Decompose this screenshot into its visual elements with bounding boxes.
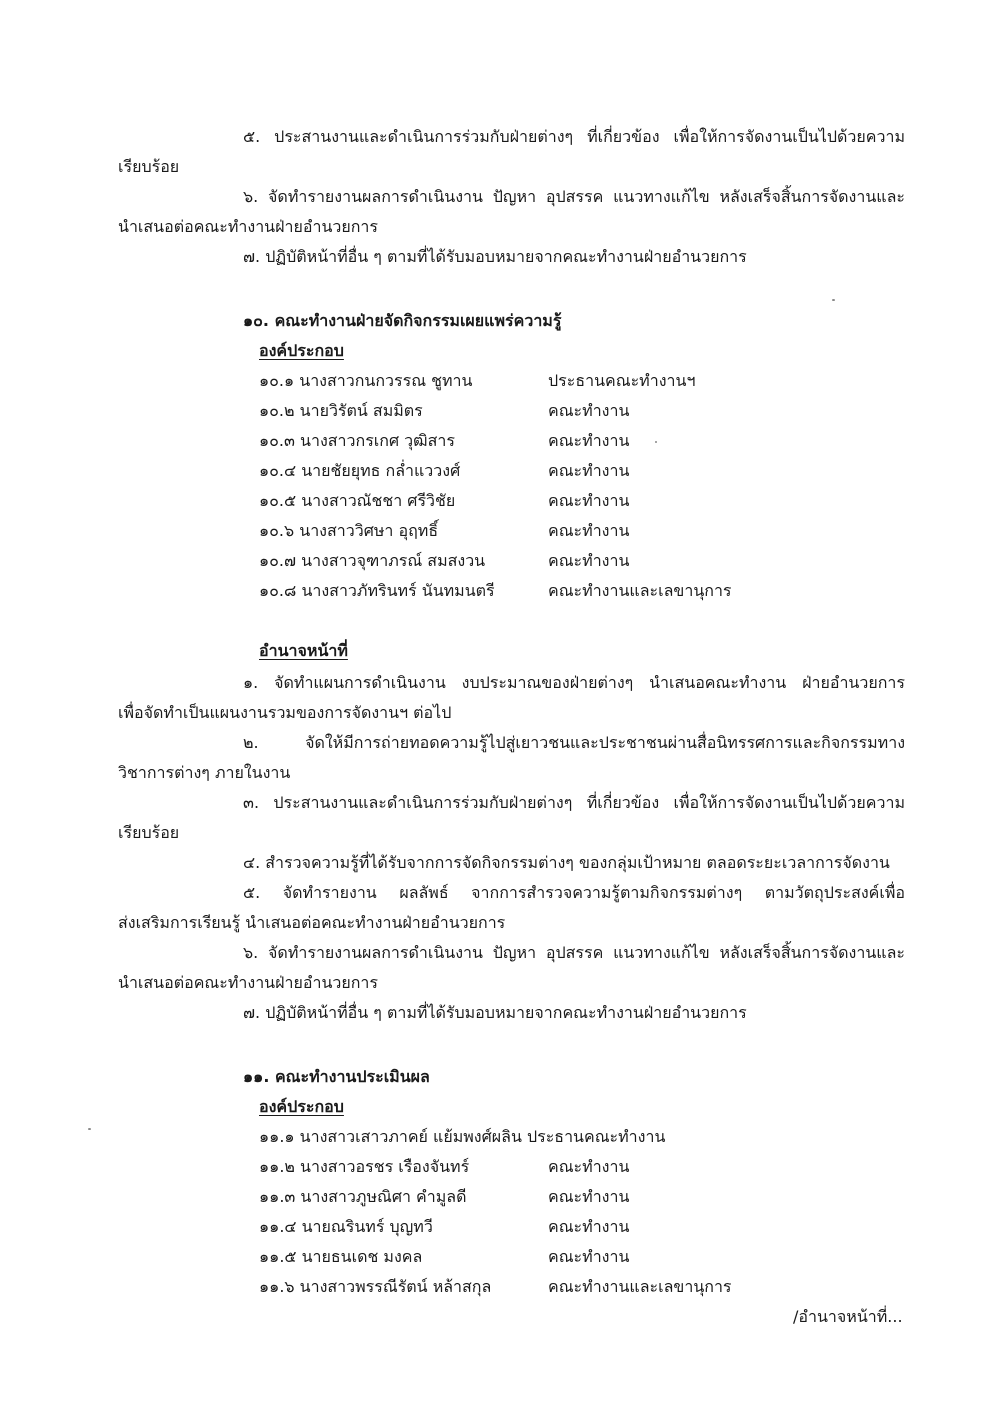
member-name: ๑๑.๖ นางสาวพรรณีรัตน์ หล้าสกุล [259,1277,492,1296]
member-role: คณะทำงาน [548,1247,630,1266]
member-role: คณะทำงาน [548,491,630,510]
member-role: คณะทำงาน [548,1217,630,1236]
member-role: คณะทำงาน [548,431,630,450]
member-role: คณะทำงาน [548,521,630,540]
member-name: ๑๐.๕ นางสาวณัชชา ศรีวิชัย [259,491,456,510]
duty-line: นำเสนอต่อคณะทำงานฝ่ายอำนวยการ [118,217,378,236]
duty-line: นำเสนอต่อคณะทำงานฝ่ายอำนวยการ [118,973,378,992]
duty-line: ๕. ประสานงานและดำเนินการร่วมกับฝ่ายต่างๆ ที่เกี่ยวข้อง เพื่อให้การจัดงานเป็นไปด้วยความ [243,127,905,146]
member-name: ๑๐.๓ นางสาวกรเกศ วุฒิสาร [259,431,455,450]
scan-speck [655,441,657,443]
member-name: ๑๑.๒ นางสาวอรชร เรืองจันทร์ [259,1157,470,1176]
duty-line: ๑. จัดทำแผนการดำเนินงาน งบประมาณของฝ่ายต่างๆ นำเสนอคณะทำงาน ฝ่ายอำนวยการ [243,673,905,692]
member-chair-line: ๑๑.๑ นางสาวเสาวภาคย์ แย้มพงศ์ผลิน ประธานคณะทำงาน [259,1127,666,1146]
member-name: ๑๐.๒ นายวิรัตน์ สมมิตร [259,401,423,420]
member-name: ๑๑.๕ นายธนเดช มงคล [259,1247,423,1266]
member-role: ประธานคณะทำงานฯ [548,371,696,390]
duty-line: เรียบร้อย [118,823,180,842]
duty-line: ๗. ปฏิบัติหน้าที่อื่น ๆ ตามที่ได้รับมอบหมายจากคณะทำงานฝ่ายอำนวยการ [243,1003,747,1022]
member-name: ๑๐.๑ นางสาวกนกวรรณ ชูทาน [259,371,473,390]
section-10-duties-label: อำนาจหน้าที่ [259,641,348,660]
member-role: คณะทำงาน [548,551,630,570]
duty-line: ๓. ประสานงานและดำเนินการร่วมกับฝ่ายต่างๆ ที่เกี่ยวข้อง เพื่อให้การจัดงานเป็นไปด้วยความ [243,793,905,812]
duty-line: ๕. จัดทำรายงาน ผลลัพธ์ จากการสำรวจความรู้ตามกิจกรรมต่างๆ ตามวัตถุประสงค์เพื่อ [243,883,905,902]
member-role: คณะทำงาน [548,1187,630,1206]
member-name: ๑๐.๘ นางสาวภัทรินทร์ นันทมนตรี [259,581,495,600]
duty-line: ๗. ปฏิบัติหน้าที่อื่น ๆ ตามที่ได้รับมอบหมายจากคณะทำงานฝ่ายอำนวยการ [243,247,747,266]
member-role: คณะทำงานและเลขานุการ [548,581,732,600]
duty-line: ๔. สำรวจความรู้ที่ได้รับจากการจัดกิจกรรมต่างๆ ของกลุ่มเป้าหมาย ตลอดระยะเวลาการจัดงาน [243,853,890,872]
continuation-note: /อำนาจหน้าที่... [793,1307,903,1326]
duty-line: ส่งเสริมการเรียนรู้ นำเสนอต่อคณะทำงานฝ่ายอำนวยการ [118,913,506,932]
section-11-composition-label: องค์ประกอบ [259,1097,344,1116]
scan-speck [832,299,835,301]
duty-line: ๒. จัดให้มีการถ่ายทอดความรู้ไปสู่เยาวชนและประชาชนผ่านสื่อนิทรรศการและกิจกรรมทาง [243,733,905,752]
member-role: คณะทำงานและเลขานุการ [548,1277,732,1296]
member-role: คณะทำงาน [548,401,630,420]
duty-line: เรียบร้อย [118,157,180,176]
member-name: ๑๑.๔ นายณรินทร์ บุญทวี [259,1217,433,1236]
section-11-heading: ๑๑. คณะทำงานประเมินผล [243,1067,430,1086]
member-name: ๑๐.๗ นางสาวจุฑาภรณ์ สมสงวน [259,551,486,570]
member-name: ๑๐.๖ นางสาววิศษา อุฤทธิ์ [259,521,439,540]
section-10-composition-label: องค์ประกอบ [259,341,344,360]
member-role: คณะทำงาน [548,1157,630,1176]
member-name: ๑๐.๔ นายชัยยุทธ กล่ำแววงศ์ [259,461,461,480]
section-10-heading: ๑๐. คณะทำงานฝ่ายจัดกิจกรรมเผยแพร่ความรู้ [243,311,562,330]
duty-line: เพื่อจัดทำเป็นแผนงานรวมของการจัดงานฯ ต่อไป [118,703,452,722]
duty-line: ๖. จัดทำรายงานผลการดำเนินงาน ปัญหา อุปสรรค แนวทางแก้ไข หลังเสร็จสิ้นการจัดงานและ [243,187,905,206]
member-name: ๑๑.๓ นางสาวภูษณิศา คำมูลดี [259,1187,467,1206]
duty-line: วิชาการต่างๆ ภายในงาน [118,763,291,782]
scan-speck [88,1128,91,1130]
duty-line: ๖. จัดทำรายงานผลการดำเนินงาน ปัญหา อุปสรรค แนวทางแก้ไข หลังเสร็จสิ้นการจัดงานและ [243,943,905,962]
member-role: คณะทำงาน [548,461,630,480]
